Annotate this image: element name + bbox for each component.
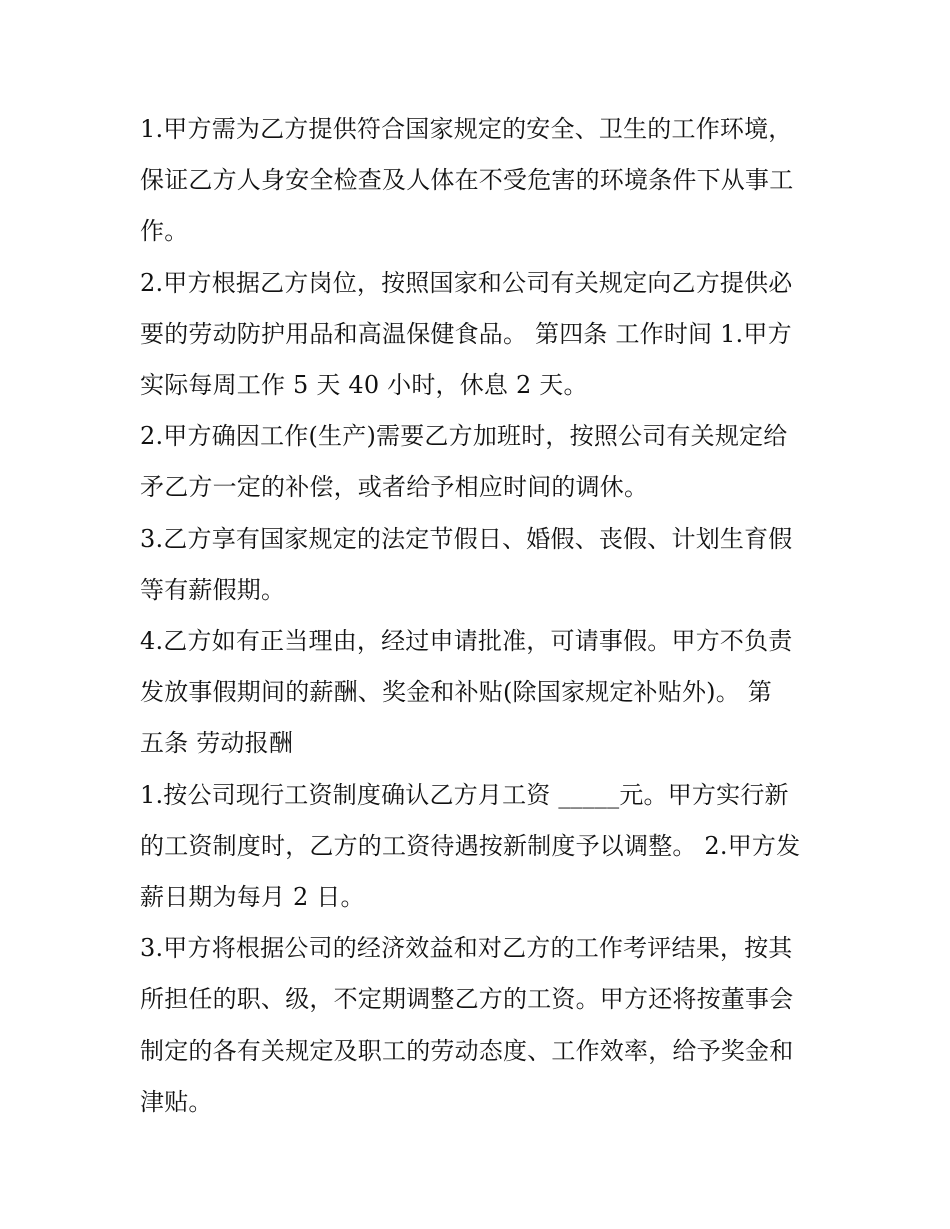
- paragraph-line: 1.甲方需为乙方提供符合国家规定的安全、卫生的工作环境，: [140, 115, 793, 143]
- paragraph-line: 五条 劳动报酬: [140, 729, 294, 758]
- paragraph-personal-leave: [140, 616, 820, 770]
- paragraph-line: 矛乙方一定的补偿，或者给予相应时间的调休。: [140, 473, 649, 502]
- paragraph-line: 津贴。: [140, 1087, 213, 1116]
- paragraph-salary-adjustment: [140, 923, 820, 1128]
- paragraph-line: 所担任的职、级，不定期调整乙方的工资。甲方还将按董事会: [140, 985, 794, 1014]
- paragraph-safety-environment: [140, 104, 820, 258]
- paragraph-line: 要的劳动防护用品和高温保健食品。 第四条 工作时间 1.甲方: [140, 319, 792, 348]
- paragraph-line: 等有薪假期。: [140, 575, 286, 604]
- paragraph-line: 实际每周工作 5 天 40 小时，休息 2 天。: [140, 371, 588, 400]
- paragraph-holidays: [140, 514, 820, 616]
- paragraph-overtime: [140, 411, 820, 513]
- paragraph-line: 作。: [140, 217, 189, 246]
- paragraph-line: 2.甲方根据乙方岗位，按照国家和公司有关规定向乙方提供必: [140, 268, 793, 297]
- paragraph-protective-equipment: [140, 258, 820, 412]
- paragraph-line: 3.乙方享有国家规定的法定节假日、婚假、丧假、计划生育假: [140, 524, 793, 553]
- paragraph-line: 3.甲方将根据公司的经济效益和对乙方的工作考评结果，按其: [140, 934, 793, 963]
- paragraph-line: 4.乙方如有正当理由，经过申请批准，可请事假。甲方不负责: [140, 627, 793, 656]
- paragraph-monthly-salary: [140, 770, 820, 924]
- document-body: [140, 104, 820, 1128]
- paragraph-line: 薪日期为每月 2 日。: [140, 883, 365, 912]
- paragraph-line: 制定的各有关规定及职工的劳动态度、工作效率，给予奖金和: [140, 1036, 794, 1065]
- paragraph-line: 2.甲方确因工作(生产)需要乙方加班时，按照公司有关规定给: [140, 422, 788, 451]
- paragraph-line: 保证乙方人身安全检查及人体在不受危害的环境条件下从事工: [140, 166, 794, 195]
- paragraph-line: 1.按公司现行工资制度确认乙方月工资 _____元。甲方实行新: [140, 780, 789, 809]
- paragraph-line: 的工资制度时，乙方的工资待遇按新制度予以调整。 2.甲方发: [140, 831, 801, 860]
- paragraph-line: 发放事假期间的薪酬、奖金和补贴(除国家规定补贴外)。 第: [140, 678, 772, 707]
